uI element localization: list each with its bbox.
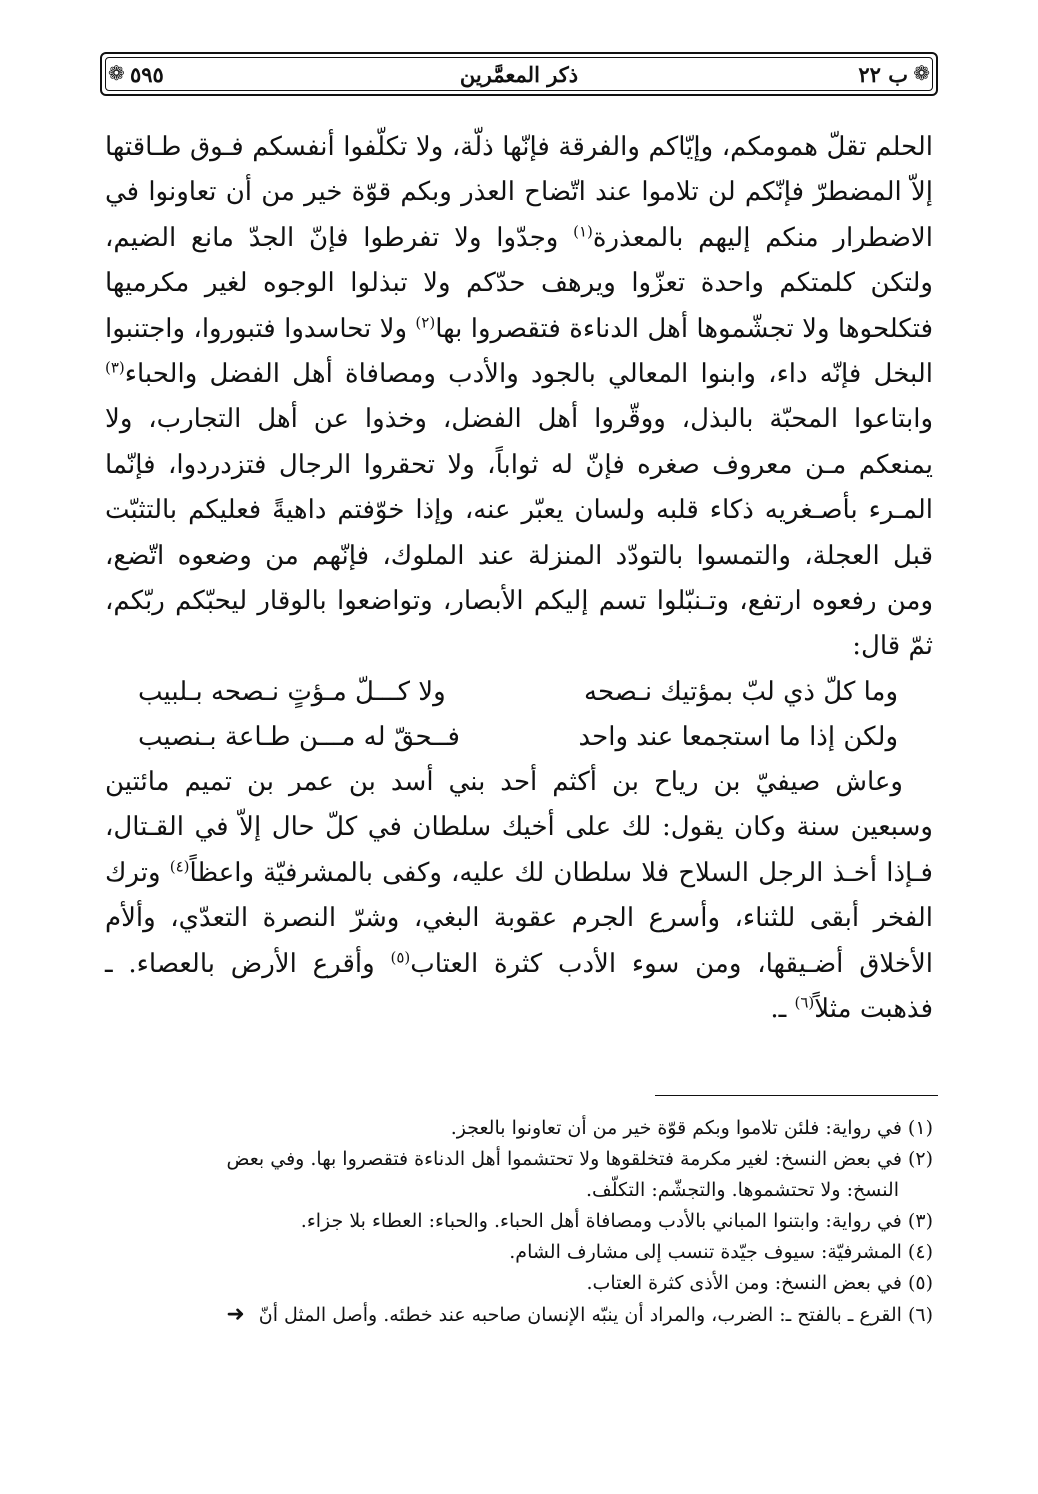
- verse: [138, 670, 933, 715]
- footnote-continuation: النسخ: ولا تحتشموها. والتجشّم: التكلّف.: [586, 1179, 899, 1201]
- paragraph-2: وعاش صيفيّ بن رياح بن أكثم أحد بني أسد بن عمر بن تميم مائتين وسبعين سنة وكان يقول: لك على أخيك سلطان في كلّ حال إلاّ في القـتال، فـإذا أخـذ الرجل السلاح فلا سلطان لك عليه، وكفى بالمشرفيّة واعظاً$^{(٤)}$ وترك الفخر أبقى للثناء، وأسرع الجرم عقوبة البغي، وشرّ النصرة التعدّي، وألأم الأخلاق أضـيقها، ومن سوء الأدب كثرة العتاب$^{(٥)}$ وأقرع الأرض بالعصاء. ـ فذهبت مثلاً$^{(٦)}$ ـ.: [105, 766, 934, 1024]
- continue-arrow-icon: ➜: [226, 1302, 245, 1327]
- verse-hemistich-2: ولا كـــلّ مـؤتٍ نـصحه بـلبيب: [138, 676, 446, 707]
- footnote-ref[interactable]: (٤): [169, 857, 190, 876]
- chapter-title: ذكر المعمَّرين: [459, 62, 579, 87]
- running-header: [100, 52, 938, 96]
- footnote: (٤) المشرفيّة: سيوف جيّدة تنسب إلى مشارف الشام.: [509, 1241, 933, 1263]
- verse: [138, 715, 933, 760]
- footnote-divider: [655, 1095, 938, 1096]
- footnote-ref[interactable]: (١): [573, 222, 593, 241]
- footnote: (١) في رواية: فلئن تلاموا وبكم قوّة خير من أن تعاونوا بالعجز.: [450, 1117, 933, 1139]
- footnote-ref[interactable]: (٢): [415, 312, 436, 331]
- verse-hemistich-2: فــحقّ له مـــن طـاعة بـنصيب: [138, 721, 460, 752]
- footnote: (٣) في رواية: وابتنوا المباني بالأدب ومصافاة أهل الحباء. والحباء: العطاء بلا جزاء.: [300, 1210, 933, 1232]
- footnote: (٦) القرع ـ بالفتح ـ: الضرب، والمراد أن ينبّه الإنسان صاحبه عند خطئه. وأصل المثل أنّ➜: [226, 1302, 933, 1327]
- section-label: ب ٢٢: [858, 62, 908, 87]
- footnote: (٥) في بعض النسخ: ومن الأذى كثرة العتاب.: [586, 1272, 933, 1294]
- footnote: (٢) في بعض النسخ: لغير مكرمة فتخلقوها ولا تحتشموا أهل الدناءة فتقصروا بها. وفي بعض: [226, 1148, 933, 1170]
- ornament-right-icon: ❁: [913, 61, 930, 85]
- footnotes: [108, 1113, 933, 1331]
- page-number: ٥٩٥: [130, 62, 164, 87]
- poem: [105, 670, 933, 760]
- main-text: [105, 125, 933, 1032]
- footnote-ref[interactable]: (٣): [105, 358, 125, 377]
- paragraph-1: الحلم تقلّ همومكم، وإيّاكم والفرقة فإنّها ذلّة، ولا تكلّفوا أنفسكم فـوق طـاقتها إلاّ المضطرّ فإنّكم لن تلاموا عند اتّضاح العذر وبكم قوّة خير من أن تعاونوا في الاضطرار منكم إليهم بالمعذرة$^{(١)}$ وجدّوا ولا تفرطوا فإنّ الجدّ مانع الضيم، ولتكن كلمتكم واحدة تعزّوا ويرهف حدّكم ولا تبذلوا الوجوه لغير مكرميها فتكلحوها ولا تجشّموها أهل الدناءة فتقصروا بها$^{(٢)}$ ولا تحاسدوا فتبوروا، واجتنبوا البخل فإنّه داء، وابنوا المعالي بالجود والأدب ومصافاة أهل الفضل والحباء$^{(٣)}$ وابتاعوا المحبّة بالبذل، ووقّروا أهل الفضل، وخذوا عن أهل التجارب، ولا يمنعكم مـن معروف صغره فإنّ له ثواباً، ولا تحقروا الرجال فتزدردوا، فإنّما المـرء بأصـغريه ذكاء قلبه ولسان يعبّر عنه، وإذا خوّفتم داهيةً فعليكم بالتثبّت قبل العجلة، والتمسوا بالتودّد المنزلة عند الملوك، فإنّهم من وضعوه اتّضع، ومن رفعوه ارتفع، وتـنبّلوا تسم إليكم الأبصار، وتواضعوا بالوقار ليحبّكم ربّكم، ثمّ قال:: [105, 132, 934, 662]
- verse-hemistich-1: ولكن إذا ما استجمعا عند واحد: [578, 721, 898, 752]
- verse-hemistich-1: وما كلّ ذي لبّ بمؤتيك نـصحه: [584, 676, 898, 707]
- footnote-ref[interactable]: (٦): [794, 993, 815, 1012]
- footnote-ref[interactable]: (٥): [390, 947, 411, 966]
- ornament-left-icon: ❁: [108, 61, 125, 85]
